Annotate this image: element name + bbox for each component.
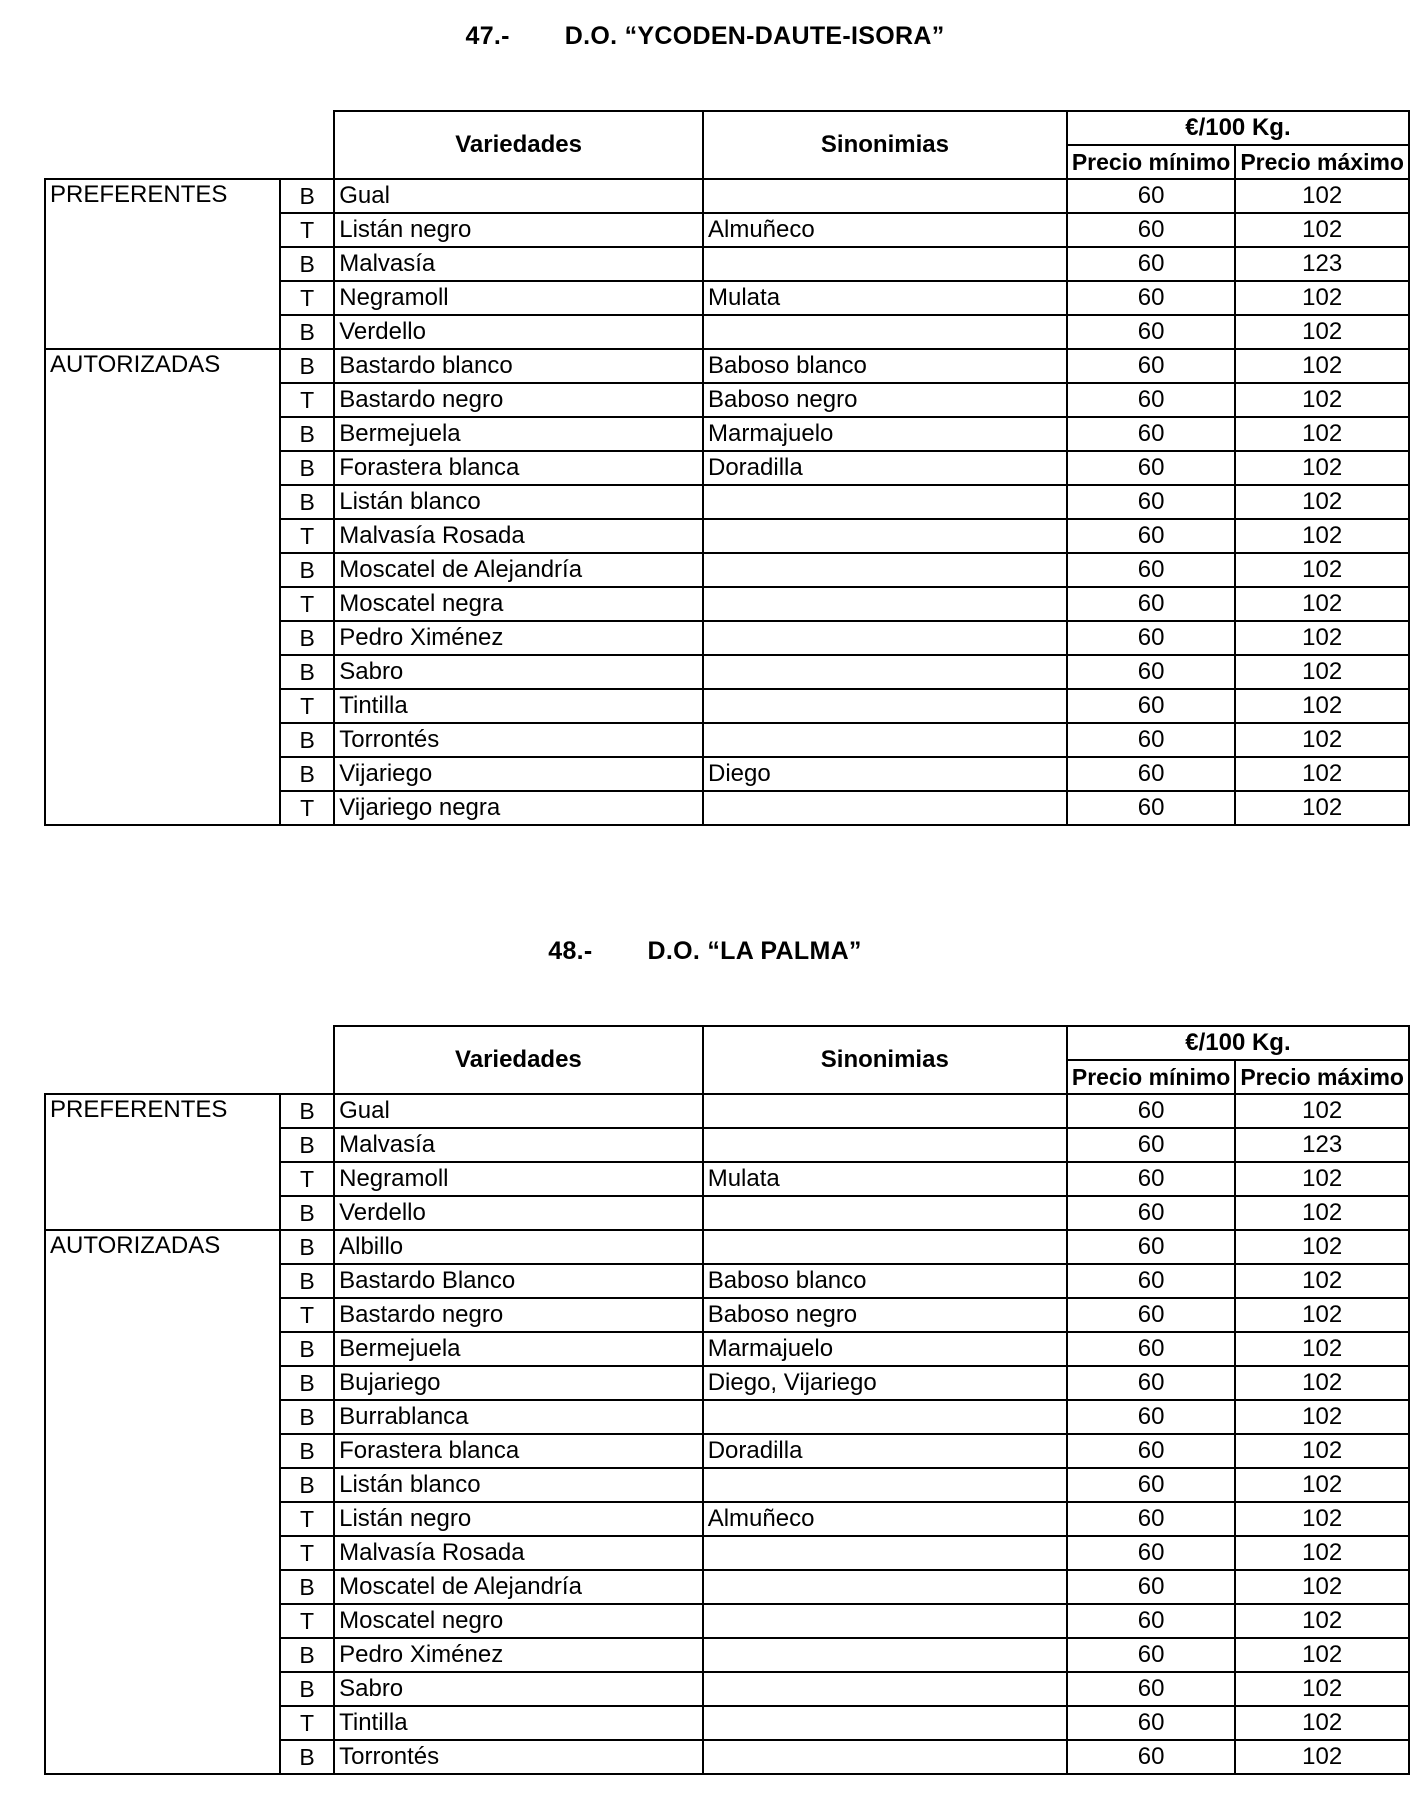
grape-color-cell: B — [280, 1570, 334, 1604]
grape-color-cell: B — [280, 723, 334, 757]
table-row — [45, 1094, 1409, 1128]
synonym-cell — [703, 315, 1067, 349]
variety-cell: Bastardo Blanco — [334, 1264, 703, 1298]
price-max-cell: 123 — [1235, 1128, 1409, 1162]
variety-cell: Torrontés — [334, 723, 703, 757]
price-max-cell: 102 — [1235, 655, 1409, 689]
header-synonyms: Sinonimias — [703, 111, 1067, 179]
price-min-cell: 60 — [1067, 1366, 1235, 1400]
price-min-cell: 60 — [1067, 1332, 1235, 1366]
price-min-cell: 60 — [1067, 1434, 1235, 1468]
header-spacer — [45, 111, 334, 179]
grape-color-cell: B — [280, 757, 334, 791]
synonym-cell — [703, 1672, 1067, 1706]
grape-color-cell: T — [280, 1604, 334, 1638]
grape-color-cell: B — [280, 417, 334, 451]
variety-cell: Burrablanca — [334, 1400, 703, 1434]
variety-cell: Sabro — [334, 1672, 703, 1706]
price-min-cell: 60 — [1067, 349, 1235, 383]
variety-cell: Pedro Ximénez — [334, 1638, 703, 1672]
synonym-cell: Baboso blanco — [703, 349, 1067, 383]
price-min-cell: 60 — [1067, 1128, 1235, 1162]
variety-cell: Tintilla — [334, 689, 703, 723]
variety-cell: Gual — [334, 1094, 703, 1128]
price-max-cell: 102 — [1235, 1740, 1409, 1774]
synonym-cell — [703, 1196, 1067, 1230]
price-min-cell: 60 — [1067, 1638, 1235, 1672]
synonym-cell: Doradilla — [703, 451, 1067, 485]
grape-color-cell: T — [280, 519, 334, 553]
grape-color-cell: B — [280, 553, 334, 587]
grape-color-cell: B — [280, 1128, 334, 1162]
synonym-cell — [703, 519, 1067, 553]
variety-cell: Bujariego — [334, 1366, 703, 1400]
synonym-cell — [703, 1128, 1067, 1162]
price-min-cell: 60 — [1067, 213, 1235, 247]
variety-cell: Verdello — [334, 315, 703, 349]
synonym-cell — [703, 247, 1067, 281]
header-varieties: Variedades — [334, 1026, 703, 1094]
price-max-cell: 102 — [1235, 621, 1409, 655]
grape-color-cell: B — [280, 1672, 334, 1706]
grape-color-cell: B — [280, 1366, 334, 1400]
price-min-cell: 60 — [1067, 655, 1235, 689]
price-min-cell: 60 — [1067, 1298, 1235, 1332]
price-max-cell: 102 — [1235, 553, 1409, 587]
price-max-cell: 102 — [1235, 519, 1409, 553]
variety-cell: Listán negro — [334, 213, 703, 247]
variety-cell: Negramoll — [334, 281, 703, 315]
header-row — [45, 111, 1409, 145]
synonym-cell: Mulata — [703, 1162, 1067, 1196]
price-min-cell: 60 — [1067, 1094, 1235, 1128]
price-min-cell: 60 — [1067, 451, 1235, 485]
price-min-cell: 60 — [1067, 587, 1235, 621]
price-max-cell: 102 — [1235, 1706, 1409, 1740]
price-max-cell: 102 — [1235, 1366, 1409, 1400]
price-min-cell: 60 — [1067, 1196, 1235, 1230]
price-min-cell: 60 — [1067, 1536, 1235, 1570]
synonym-cell — [703, 689, 1067, 723]
price-min-cell: 60 — [1067, 791, 1235, 825]
variety-cell: Albillo — [334, 1230, 703, 1264]
price-max-cell: 102 — [1235, 1468, 1409, 1502]
grape-color-cell: T — [280, 1706, 334, 1740]
price-min-cell: 60 — [1067, 315, 1235, 349]
price-min-cell: 60 — [1067, 519, 1235, 553]
price-max-cell: 102 — [1235, 689, 1409, 723]
grape-color-cell: B — [280, 451, 334, 485]
synonym-cell — [703, 723, 1067, 757]
group-label: PREFERENTES — [45, 1094, 280, 1230]
variety-cell: Tintilla — [334, 1706, 703, 1740]
group-label: AUTORIZADAS — [45, 349, 280, 825]
grape-color-cell: B — [280, 621, 334, 655]
header-price-group: €/100 Kg. — [1067, 1026, 1409, 1060]
price-min-cell: 60 — [1067, 1672, 1235, 1706]
price-max-cell: 102 — [1235, 1230, 1409, 1264]
price-min-cell: 60 — [1067, 1502, 1235, 1536]
price-max-cell: 102 — [1235, 281, 1409, 315]
variety-cell: Negramoll — [334, 1162, 703, 1196]
synonym-cell: Diego — [703, 757, 1067, 791]
synonym-cell — [703, 1706, 1067, 1740]
synonym-cell — [703, 1570, 1067, 1604]
variety-cell: Bastardo blanco — [334, 349, 703, 383]
price-max-cell: 102 — [1235, 1400, 1409, 1434]
grape-color-cell: T — [280, 1298, 334, 1332]
price-max-cell: 123 — [1235, 247, 1409, 281]
grape-color-cell: B — [280, 1400, 334, 1434]
price-min-cell: 60 — [1067, 281, 1235, 315]
price-max-cell: 102 — [1235, 1638, 1409, 1672]
price-max-cell: 102 — [1235, 1094, 1409, 1128]
group-label: AUTORIZADAS — [45, 1230, 280, 1774]
price-min-cell: 60 — [1067, 247, 1235, 281]
price-min-cell: 60 — [1067, 621, 1235, 655]
price-max-cell: 102 — [1235, 723, 1409, 757]
variety-cell: Listán negro — [334, 1502, 703, 1536]
synonym-cell — [703, 1094, 1067, 1128]
variety-cell: Torrontés — [334, 1740, 703, 1774]
price-max-cell: 102 — [1235, 1332, 1409, 1366]
grape-color-cell: B — [280, 349, 334, 383]
synonym-cell — [703, 587, 1067, 621]
synonym-cell — [703, 1400, 1067, 1434]
variety-cell: Malvasía — [334, 247, 703, 281]
variety-cell: Malvasía — [334, 1128, 703, 1162]
synonym-cell — [703, 1604, 1067, 1638]
price-min-cell: 60 — [1067, 1264, 1235, 1298]
price-max-cell: 102 — [1235, 1570, 1409, 1604]
price-min-cell: 60 — [1067, 1604, 1235, 1638]
grape-color-cell: B — [280, 1740, 334, 1774]
price-min-cell: 60 — [1067, 179, 1235, 213]
synonym-cell: Doradilla — [703, 1434, 1067, 1468]
price-min-cell: 60 — [1067, 553, 1235, 587]
synonym-cell — [703, 1638, 1067, 1672]
table-row — [45, 179, 1409, 213]
synonym-cell — [703, 655, 1067, 689]
synonym-cell: Marmajuelo — [703, 417, 1067, 451]
price-min-cell: 60 — [1067, 1162, 1235, 1196]
grape-color-cell: B — [280, 1264, 334, 1298]
variety-cell: Listán blanco — [334, 485, 703, 519]
price-max-cell: 102 — [1235, 451, 1409, 485]
synonym-cell: Diego, Vijariego — [703, 1366, 1067, 1400]
section-title — [0, 937, 1410, 966]
price-min-cell: 60 — [1067, 1230, 1235, 1264]
price-max-cell: 102 — [1235, 791, 1409, 825]
header-synonyms: Sinonimias — [703, 1026, 1067, 1094]
price-max-cell: 102 — [1235, 1604, 1409, 1638]
price-max-cell: 102 — [1235, 213, 1409, 247]
price-max-cell: 102 — [1235, 757, 1409, 791]
synonym-cell — [703, 179, 1067, 213]
variety-cell: Moscatel de Alejandría — [334, 1570, 703, 1604]
grape-color-cell: T — [280, 1502, 334, 1536]
variety-cell: Forastera blanca — [334, 451, 703, 485]
header-price-max: Precio máximo — [1235, 145, 1409, 179]
header-price-min: Precio mínimo — [1067, 1060, 1235, 1094]
table-row — [45, 349, 1409, 383]
price-min-cell: 60 — [1067, 1570, 1235, 1604]
section-number: 48.- — [548, 937, 593, 965]
header-price-max: Precio máximo — [1235, 1060, 1409, 1094]
synonym-cell — [703, 1740, 1067, 1774]
synonym-cell — [703, 553, 1067, 587]
varieties-table — [44, 110, 1410, 826]
grape-color-cell: T — [280, 689, 334, 723]
price-max-cell: 102 — [1235, 1196, 1409, 1230]
price-max-cell: 102 — [1235, 1298, 1409, 1332]
variety-cell: Vijariego — [334, 757, 703, 791]
synonym-cell — [703, 791, 1067, 825]
price-min-cell: 60 — [1067, 1740, 1235, 1774]
variety-cell: Vijariego negra — [334, 791, 703, 825]
variety-cell: Malvasía Rosada — [334, 519, 703, 553]
variety-cell: Bastardo negro — [334, 1298, 703, 1332]
price-max-cell: 102 — [1235, 1434, 1409, 1468]
synonym-cell: Almuñeco — [703, 1502, 1067, 1536]
grape-color-cell: B — [280, 1196, 334, 1230]
grape-color-cell: B — [280, 1332, 334, 1366]
price-max-cell: 102 — [1235, 383, 1409, 417]
header-price-min: Precio mínimo — [1067, 145, 1235, 179]
price-max-cell: 102 — [1235, 349, 1409, 383]
price-max-cell: 102 — [1235, 587, 1409, 621]
price-min-cell: 60 — [1067, 723, 1235, 757]
grape-color-cell: B — [280, 1094, 334, 1128]
synonym-cell: Baboso blanco — [703, 1264, 1067, 1298]
price-min-cell: 60 — [1067, 1468, 1235, 1502]
variety-cell: Moscatel negra — [334, 587, 703, 621]
grape-color-cell: T — [280, 213, 334, 247]
grape-color-cell: T — [280, 281, 334, 315]
price-max-cell: 102 — [1235, 1536, 1409, 1570]
price-min-cell: 60 — [1067, 383, 1235, 417]
grape-color-cell: B — [280, 315, 334, 349]
synonym-cell: Baboso negro — [703, 1298, 1067, 1332]
price-min-cell: 60 — [1067, 689, 1235, 723]
grape-color-cell: B — [280, 1230, 334, 1264]
variety-cell: Moscatel de Alejandría — [334, 553, 703, 587]
synonym-cell — [703, 621, 1067, 655]
price-min-cell: 60 — [1067, 757, 1235, 791]
variety-cell: Pedro Ximénez — [334, 621, 703, 655]
grape-color-cell: T — [280, 1162, 334, 1196]
synonym-cell — [703, 485, 1067, 519]
variety-cell: Malvasía Rosada — [334, 1536, 703, 1570]
section-title — [0, 22, 1410, 51]
group-label: PREFERENTES — [45, 179, 280, 349]
grape-color-cell: T — [280, 791, 334, 825]
synonym-cell — [703, 1468, 1067, 1502]
synonym-cell: Almuñeco — [703, 213, 1067, 247]
header-spacer — [45, 1026, 334, 1094]
variety-cell: Bermejuela — [334, 1332, 703, 1366]
grape-color-cell: T — [280, 383, 334, 417]
price-max-cell: 102 — [1235, 485, 1409, 519]
price-min-cell: 60 — [1067, 1706, 1235, 1740]
price-max-cell: 102 — [1235, 315, 1409, 349]
variety-cell: Listán blanco — [334, 1468, 703, 1502]
price-min-cell: 60 — [1067, 485, 1235, 519]
price-max-cell: 102 — [1235, 1264, 1409, 1298]
variety-cell: Sabro — [334, 655, 703, 689]
price-max-cell: 102 — [1235, 179, 1409, 213]
price-max-cell: 102 — [1235, 1502, 1409, 1536]
grape-color-cell: B — [280, 179, 334, 213]
price-min-cell: 60 — [1067, 1400, 1235, 1434]
price-max-cell: 102 — [1235, 417, 1409, 451]
synonym-cell — [703, 1230, 1067, 1264]
grape-color-cell: B — [280, 247, 334, 281]
variety-cell: Forastera blanca — [334, 1434, 703, 1468]
variety-cell: Verdello — [334, 1196, 703, 1230]
grape-color-cell: B — [280, 1434, 334, 1468]
section-heading: D.O. “LA PALMA” — [647, 937, 862, 965]
header-row — [45, 1026, 1409, 1060]
price-max-cell: 102 — [1235, 1162, 1409, 1196]
grape-color-cell: B — [280, 1638, 334, 1672]
variety-cell: Moscatel negro — [334, 1604, 703, 1638]
price-min-cell: 60 — [1067, 417, 1235, 451]
variety-cell: Bastardo negro — [334, 383, 703, 417]
section-number: 47.- — [465, 22, 510, 50]
grape-color-cell: B — [280, 485, 334, 519]
synonym-cell: Marmajuelo — [703, 1332, 1067, 1366]
synonym-cell: Mulata — [703, 281, 1067, 315]
synonym-cell — [703, 1536, 1067, 1570]
grape-color-cell: B — [280, 1468, 334, 1502]
variety-cell: Gual — [334, 179, 703, 213]
synonym-cell: Baboso negro — [703, 383, 1067, 417]
price-max-cell: 102 — [1235, 1672, 1409, 1706]
grape-color-cell: T — [280, 1536, 334, 1570]
table-row — [45, 1230, 1409, 1264]
header-price-group: €/100 Kg. — [1067, 111, 1409, 145]
grape-color-cell: B — [280, 655, 334, 689]
section-heading: D.O. “YCODEN-DAUTE-ISORA” — [564, 22, 945, 50]
header-varieties: Variedades — [334, 111, 703, 179]
varieties-table — [44, 1025, 1410, 1775]
grape-color-cell: T — [280, 587, 334, 621]
variety-cell: Bermejuela — [334, 417, 703, 451]
